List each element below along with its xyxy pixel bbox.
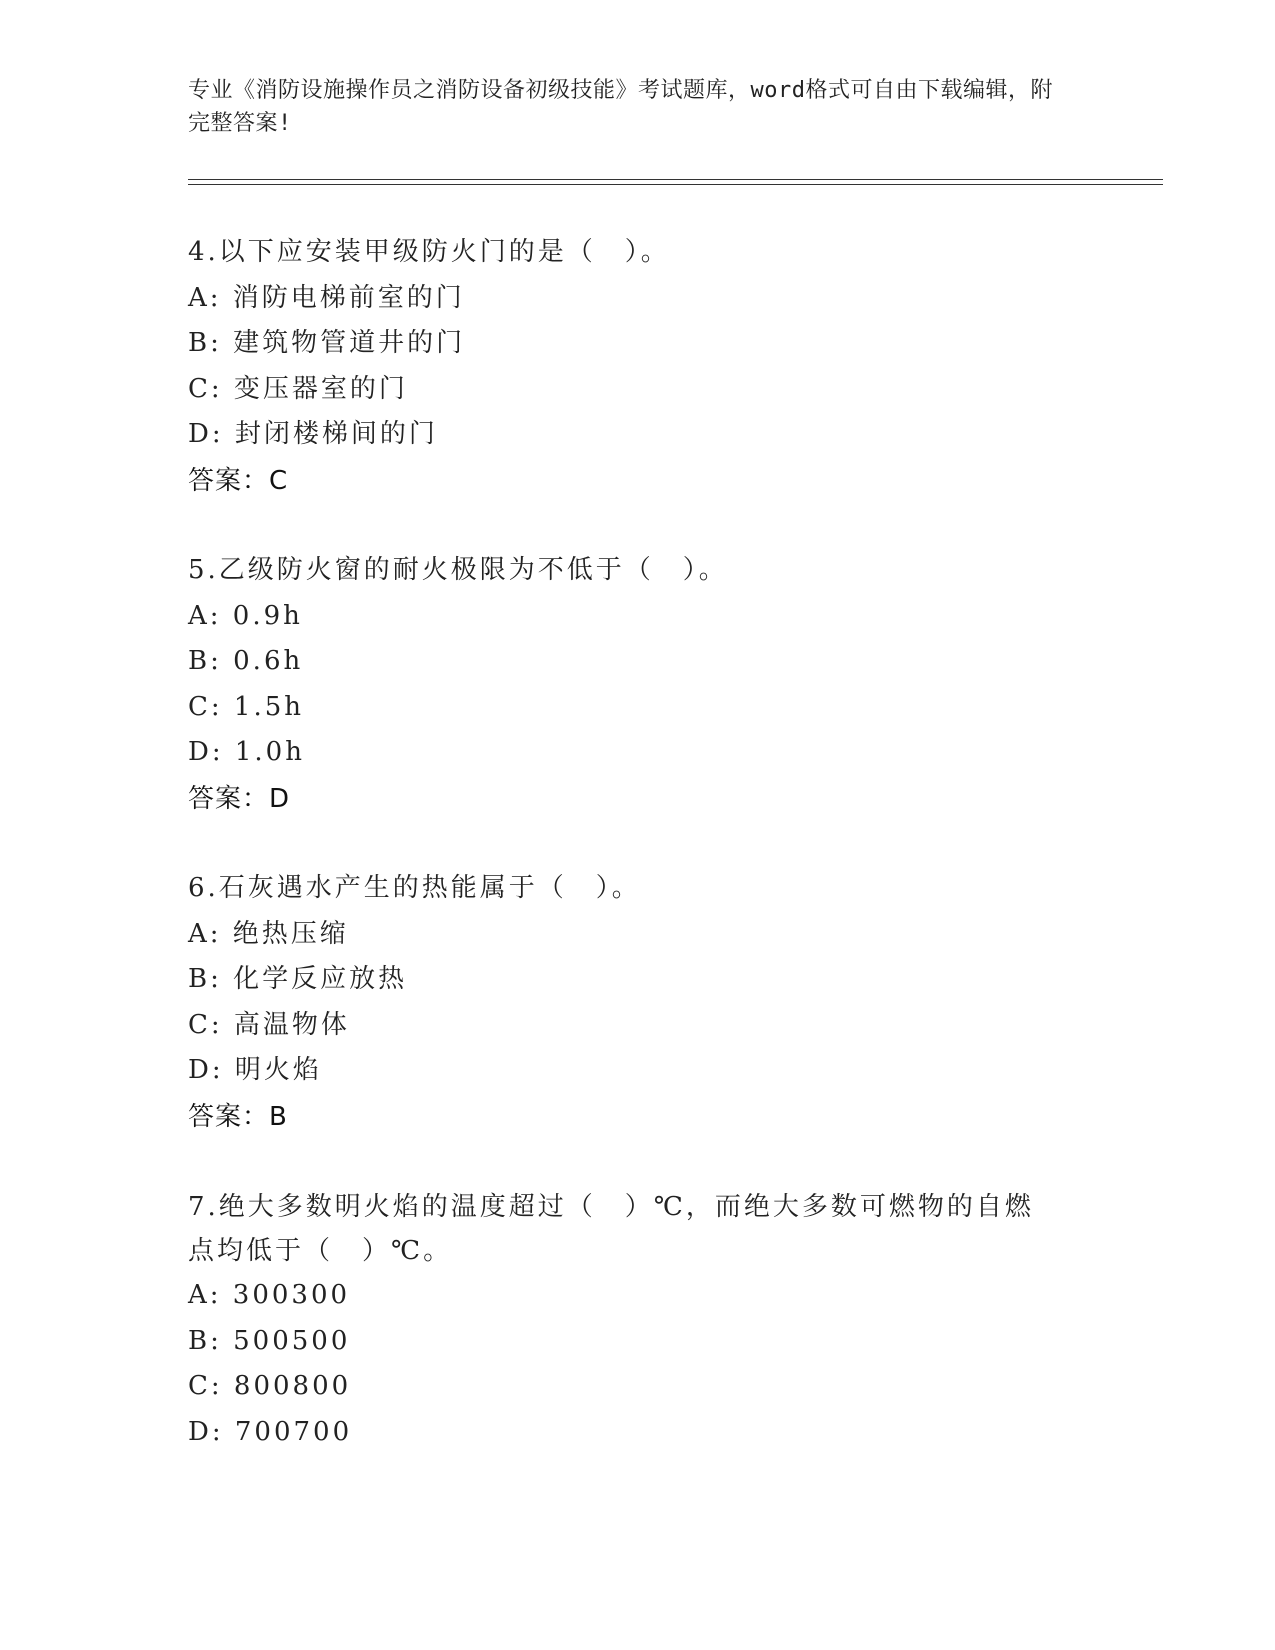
option-a: A: 300300 — [188, 1280, 351, 1310]
option-c: C: 变压器室的门 — [188, 373, 408, 404]
option-d: D: 封闭楼梯间的门 — [188, 419, 438, 449]
option-c: C: 高温物体 — [188, 1009, 350, 1040]
question-stem: 4.以下应安装甲级防火门的是（ ）。 — [188, 237, 670, 267]
header-divider-bottom — [188, 184, 1163, 185]
question-stem: 5.乙级防火窗的耐火极限为不低于（ ）。 — [188, 555, 728, 585]
answer-line: 答案：B — [188, 1101, 288, 1132]
question-5 — [188, 548, 1088, 822]
option-b: B: 500500 — [188, 1325, 351, 1356]
option-d: D: 1.0h — [188, 737, 305, 767]
option-b: B: 化学反应放热 — [188, 964, 408, 994]
option-c: C: 800800 — [188, 1371, 352, 1401]
option-c: C: 1.5h — [188, 691, 305, 722]
question-6 — [188, 866, 1088, 1140]
question-4 — [188, 230, 1088, 504]
option-b: B: 建筑物管道井的门 — [188, 328, 466, 358]
answer-line: 答案：D — [188, 783, 291, 814]
option-a: A: 绝热压缩 — [188, 918, 349, 949]
question-7 — [188, 1185, 1058, 1455]
document-header: 专业《消防设施操作员之消防设备初级技能》考试题库，word格式可自由下载编辑，附完整答案! — [188, 78, 1053, 136]
question-stem: 6.石灰遇水产生的热能属于（ ）。 — [188, 873, 641, 903]
answer-line: 答案：C — [188, 465, 289, 496]
header-divider-top — [188, 179, 1163, 180]
option-a: A: 0.9h — [188, 600, 303, 631]
option-d: D: 700700 — [188, 1416, 353, 1447]
option-a: A: 消防电梯前室的门 — [188, 282, 465, 313]
question-stem: 7.绝大多数明火焰的温度超过（ ）℃，而绝大多数可燃物的自燃点均低于（ ）℃。 — [188, 1192, 1034, 1266]
option-d: D: 明火焰 — [188, 1055, 322, 1085]
option-b: B: 0.6h — [188, 646, 304, 676]
